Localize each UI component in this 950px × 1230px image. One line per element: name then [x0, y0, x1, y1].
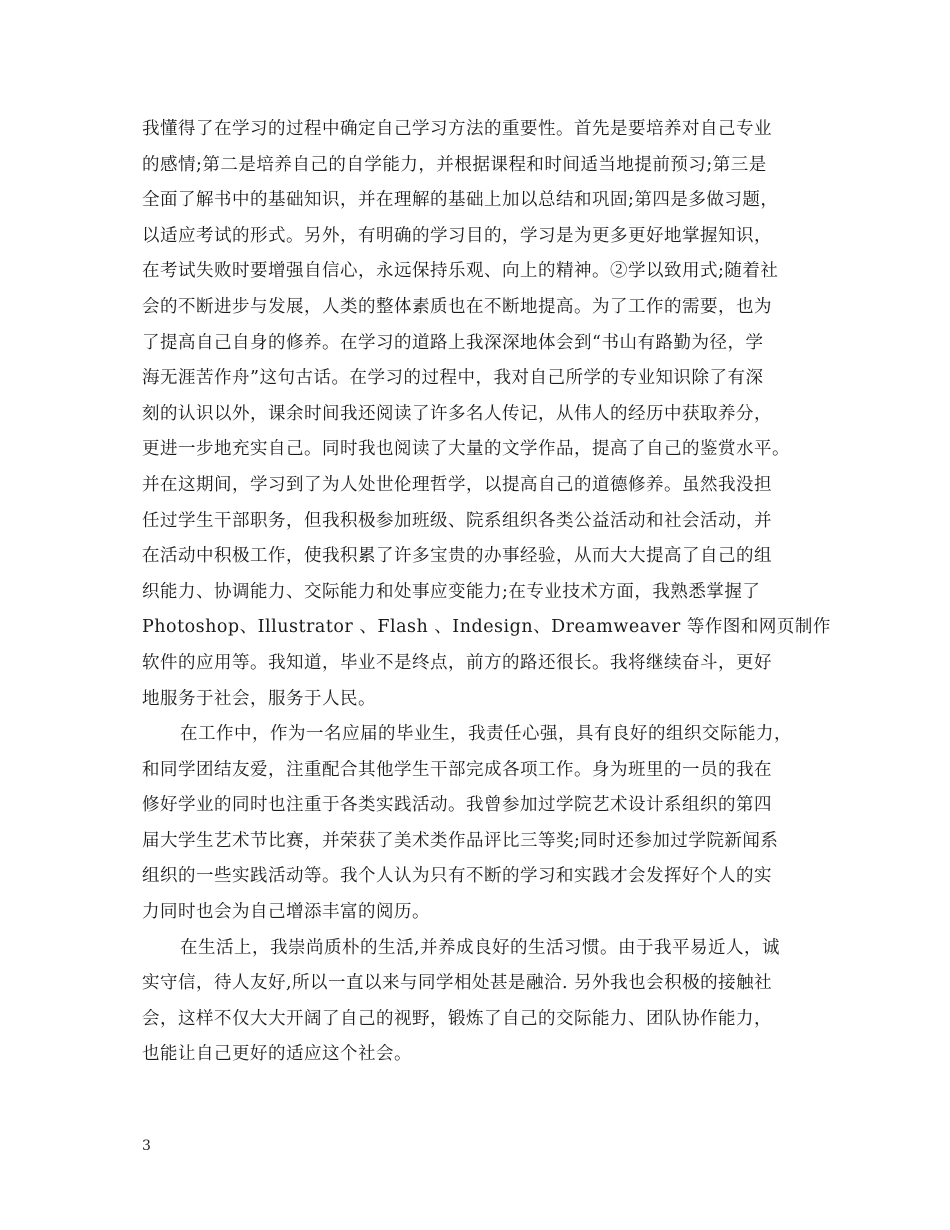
text-line: 全面了解书中的基础知识，并在理解的基础上加以总结和巩固;第四是多做习题， — [142, 190, 779, 211]
text-line: 了提高自己自身的修养。在学习的道路上我深深地体会到“书山有路勤为径，学 — [142, 332, 764, 353]
text-line: 会，这样不仅大大开阔了自己的视野，锻炼了自己的交际能力、团队协作能力， — [142, 1008, 772, 1029]
text-line: 我懂得了在学习的过程中确定自己学习方法的重要性。首先是要培养对自己专业 — [142, 119, 772, 139]
text-line: 以适应考试的形式。另外，有明确的学习目的，学习是为更多更好地掌握知识， — [142, 225, 772, 246]
document-body — [142, 112, 831, 1073]
text-line: 届大学生艺术节比赛，并荣获了美术类作品评比三等奖;同时还参加过学院新闻系 — [142, 830, 779, 851]
paragraph-start-line: 在生活上，我崇尚质朴的生活,并养成良好的生活习惯。由于我平易近人，诚 — [180, 937, 781, 958]
text-line: 在考试失败时要增强自信心，永远保持乐观、向上的精神。②学以致用式;随着社 — [142, 261, 779, 282]
text-line: 织能力、协调能力、交际能力和处事应变能力;在专业技术方面，我熟悉掌握了 — [142, 581, 761, 602]
text-line: 的感情;第二是培养自己的自学能力，并根据课程和时间适当地提前预习;第三是 — [142, 154, 767, 175]
text-line: 软件的应用等。我知道，毕业不是终点，前方的路还很长。我将继续奋斗，更好 — [142, 652, 772, 673]
paragraph-start-line: 在工作中，作为一名应届的毕业生，我责任心强，具有良好的组织交际能力， — [180, 724, 792, 745]
text-line: 更进一步地充实自己。同时我也阅读了大量的文学作品，提高了自己的鉴赏水平。 — [142, 439, 790, 460]
text-line: 刻的认识以外，课余时间我还阅读了许多名人传记，从伟人的经历中获取养分， — [142, 403, 772, 424]
text-line: 会的不断进步与发展，人类的整体素质也在不断地提高。为了工作的需要，也为 — [142, 296, 772, 317]
page-number: 3 — [142, 1138, 151, 1154]
text-line: 海无涯苦作舟”这句古话。在学习的过程中，我对自己所学的专业知识除了有深 — [142, 368, 764, 389]
text-line: 和同学团结友爱，注重配合其他学生干部完成各项工作。身为班里的一员的我在 — [142, 759, 772, 780]
text-line: 地服务于社会，服务于人民。 — [142, 688, 376, 709]
text-line: 修好学业的同时也注重于各类实践活动。我曾参加过学院艺术设计系组织的第四 — [142, 795, 772, 816]
text-line: 力同时也会为自己增添丰富的阅历。 — [142, 902, 430, 923]
text-line: 任过学生干部职务，但我积极参加班级、院系组织各类公益活动和社会活动，并 — [142, 510, 772, 531]
text-line: 也能让自己更好的适应这个社会。 — [142, 1044, 412, 1065]
text-line: 实守信，待人友好,所以一直以来与同学相处甚是融洽. 另外我也会积极的接触社 — [142, 973, 773, 994]
text-line: 组织的一些实践活动等。我个人认为只有不断的学习和实践才会发挥好个人的实 — [142, 866, 772, 887]
text-line: Photoshop、Illustrator 、Flash 、Indesign、Dreamweaver 等作图和网页制作 — [142, 617, 831, 638]
text-line: 并在这期间，学习到了为人处世伦理哲学，以提高自己的道德修养。虽然我没担 — [142, 474, 772, 495]
text-line: 在活动中积极工作，使我积累了许多宝贵的办事经验，从而大大提高了自己的组 — [142, 546, 772, 567]
